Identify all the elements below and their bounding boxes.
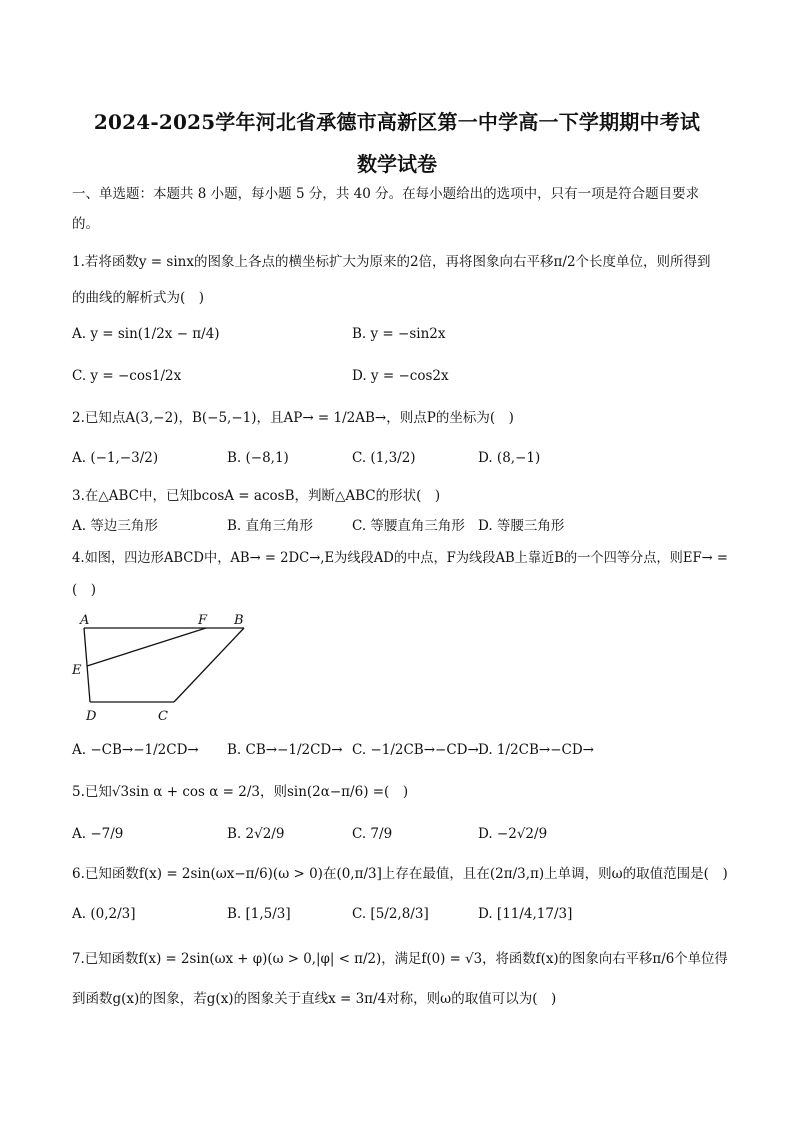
label-f: F xyxy=(198,613,208,628)
question-5-text: 5.已知√3sin α + cos α = 2/3，则sin(2α−π/6) =( ) xyxy=(72,784,409,800)
label-b: B xyxy=(234,613,244,628)
q4-option-c: C. −1/2CB→−CD→ xyxy=(352,742,479,758)
q5-option-a: A. −7/9 xyxy=(72,826,124,842)
q1-option-d: D. y = −cos2x xyxy=(352,368,449,384)
section-heading-cont: 的。 xyxy=(72,216,99,232)
q1-option-c: C. y = −cos1/2x xyxy=(72,368,182,384)
edge-bc xyxy=(174,628,244,702)
q2-option-c: C. (1,3/2) xyxy=(352,450,416,466)
exam-subtitle: 数学试卷 xyxy=(357,152,437,176)
q3-option-c: C. 等腰直角三角形 xyxy=(352,518,465,534)
q4-option-d: D. 1/2CB→−CD→ xyxy=(478,742,594,758)
question-1-text: 1.若将函数y = sinx的图象上各点的横坐标扩大为原来的2倍，再将图象向右平移π/2个长度单位，则所得到 xyxy=(72,254,711,270)
q5-option-d: D. −2√2/9 xyxy=(478,826,548,842)
question-4-text-cont: ( ) xyxy=(72,582,97,598)
question-1-text-cont: 的曲线的解析式为( ) xyxy=(72,290,205,306)
q6-option-a: A. (0,2/3] xyxy=(72,906,136,922)
section-heading: 一、单选题：本题共 8 小题，每小题 5 分，共 40 分。在每小题给出的选项中，只有一项是符合题目要求 xyxy=(72,186,700,202)
question-7-text-cont: 到函数g(x)的图象，若g(x)的图象关于直线x = 3π/4对称，则ω的取值可以为( ) xyxy=(72,991,557,1007)
label-e: E xyxy=(72,663,82,678)
q5-option-b: B. 2√2/9 xyxy=(227,826,285,842)
q2-option-d: D. (8,−1) xyxy=(478,450,541,466)
question-2-text: 2.已知点A(3,−2)，B(−5,−1)，且AP→ = 1/2AB→，则点P的坐标为( ) xyxy=(72,410,514,426)
label-c: C xyxy=(158,709,168,724)
label-d: D xyxy=(86,709,97,724)
q4-option-a: A. −CB→−1/2CD→ xyxy=(72,742,199,758)
question-4-text: 4.如图，四边形ABCD中，AB→ = 2DC→,E为线段AD的中点，F为线段AB上靠近B的一个四等分点，则EF→ = xyxy=(72,550,728,566)
q1-option-b: B. y = −sin2x xyxy=(352,326,446,342)
q3-option-d: D. 等腰三角形 xyxy=(478,518,565,534)
label-a: A xyxy=(80,613,90,628)
question-3-text: 3.在△ABC中，已知bcosA = acosB，判断△ABC的形状( ) xyxy=(72,488,441,504)
q2-option-a: A. (−1,−3/2) xyxy=(72,450,159,466)
question-6-text: 6.已知函数f(x) = 2sin(ωx−π/6)(ω > 0)在(0,π/3]上存在最值，且在(2π/3,π)上单调，则ω的取值范围是( ) xyxy=(72,866,728,882)
q2-option-b: B. (−8,1) xyxy=(227,450,289,466)
q6-option-c: C. [5/2,8/3] xyxy=(352,906,429,922)
quadrilateral-figure xyxy=(66,610,256,728)
q3-option-a: A. 等边三角形 xyxy=(72,518,158,534)
exam-title: 2024-2025学年河北省承德市高新区第一中学高一下学期期中考试 xyxy=(93,110,701,134)
q4-option-b: B. CB→−1/2CD→ xyxy=(227,742,343,758)
question-7-text: 7.已知函数f(x) = 2sin(ωx + φ)(ω > 0,|φ| < π/2)，满足f(0) = √3，将函数f(x)的图象向右平移π/6个单位得 xyxy=(72,951,728,967)
q6-option-b: B. [1,5/3] xyxy=(227,906,291,922)
q1-option-a: A. y = sin(1/2x − π/4) xyxy=(72,326,220,342)
segment-ef xyxy=(87,628,206,666)
q6-option-d: D. [11/4,17/3] xyxy=(478,906,573,922)
q3-option-b: B. 直角三角形 xyxy=(227,518,314,534)
q5-option-c: C. 7/9 xyxy=(352,826,393,842)
